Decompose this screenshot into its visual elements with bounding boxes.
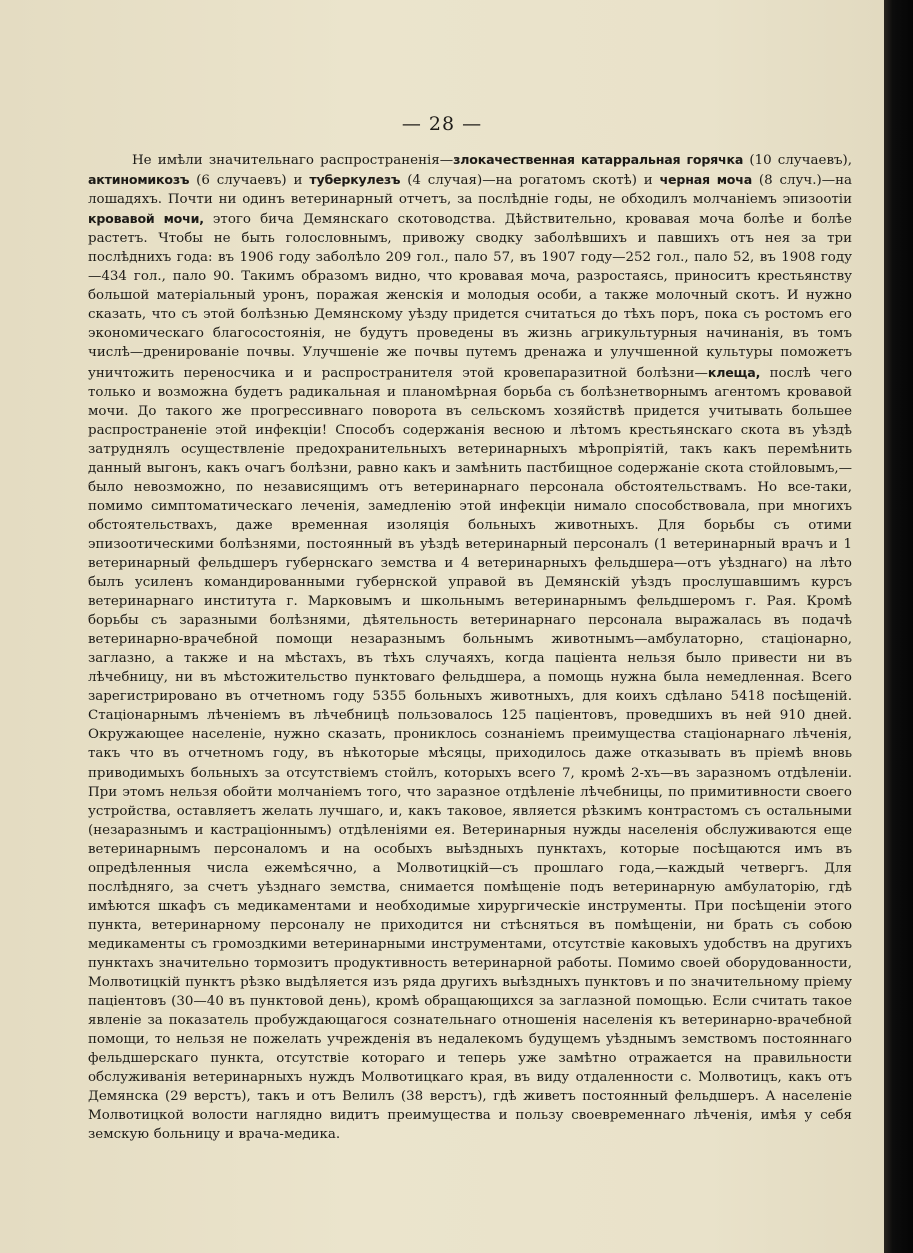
bold-term: клеща,: [707, 364, 761, 380]
bold-term: злокачественная катарральная горячка: [453, 152, 744, 167]
bold-term: черная моча: [659, 172, 752, 188]
text-run: (8 случ.)—на лошадяхъ. Почти ни одинъ ветеринарный отчетъ, за послѣдніе годы, не обходилъ молчаніемъ эпизоотіи: [88, 173, 853, 208]
text-run: послѣ чего только и возможна будетъ радикальная и планомѣрная борьба съ болѣзнетворнымъ агентомъ кровавой мочи. До такого же прогрессивнаго поворота въ сельскомъ хозяйствѣ придется учитывать большее распространеніе этой инфекціи! Способъ содержанія весною и лѣтомъ крестьянскаго скота въ уѣздѣ затруднялъ осуществленіе предохранительныхъ ветеринарныхъ мѣропріятій, такъ какъ перемѣнить данный выгонъ, какъ очагъ болѣзни, равно какъ и замѣнить пастбищное содержаніе скота стойловымъ,—было невозможно, по независящимъ отъ ветеринарнаго персонала обстоятельствамъ. Но все-таки, помимо симптоматическаго леченія, замедленію этой инфекціи нимало способствовала, при многихъ обстоятельствахъ, даже временная изоляція больныхъ животныхъ. Для борьбы съ отими эпизоотическими болѣзнями, постоянный въ уѣздѣ ветеринарный персоналъ (1 ветеринарный врачъ и 1 ветеринарный фельдшеръ губернскаго земства и 4 ветеринарныхъ фельдшера—отъ уѣзднаго) на лѣто былъ усиленъ командированными губернской управой въ Демянскій уѣздъ прослушавшимъ курсъ ветеринарнаго института г. Марковымъ и школьнымъ ветеринарнымъ фельдшеромъ г. Рая. Кромѣ борьбы съ заразными болѣзнями, дѣятельность ветеринарнаго персонала выражалась въ подачѣ ветеринарно-врачебной помощи незаразнымъ больнымъ животнымъ—амбулаторно, стаціонарно, заглазно, а также и на мѣстахъ, въ тѣхъ случаяхъ, когда паціента нельзя было привести ни въ лѣчебницу, ни въ мѣстожительство пунктоваго фельдшера, а помощь нужна была немедленная. Всего зарегистрировано въ отчетномъ году 5355 больныхъ животныхъ, для коихъ сдѣлано 5418 посѣщеній. Стаціонарнымъ лѣченіемъ въ лѣчебницѣ пользовалось 125 паціентовъ, проведшихъ въ ней 910 дней. Окружающее населеніе, нужно сказать, прониклось сознаніемъ преимущества стаціонарнаго лѣченія, такъ что въ отчетномъ году, въ нѣкоторые мѣсяцы, приходилось даже отказывать въ пріемѣ вновь приводимыхъ больныхъ за отсутствіемъ стойлъ, которыхъ всего 7, кромѣ 2-хъ—въ заразномъ отдѣленіи. При этомъ нельзя обойти молчаніемъ того, что заразное отдѣленіе лѣчебницы, по примитивности своего устройства, оставляетъ желать лучшаго, и, какъ таковое, является рѣзкимъ контрастомъ съ остальными (незаразнымъ и кастраціоннымъ) отдѣленіями ея. Ветеринарныя нужды населенія обслуживаются еще ветеринарнымъ персоналомъ и на особыхъ выѣздныхъ пунктахъ, которые посѣщаются имъ въ опредѣленныя числа ежемѣсячно, а Молвотицкій—съ прошлаго года,—каждый четвергъ. Для послѣдняго, за счетъ уѣзднаго земства, снимается помѣщеніе подъ ветеринарную амбулаторію, гдѣ имѣются шкафъ съ медикаментами и необходимые хирургическіе инструменты. При посѣщеніи этого пункта, ветеринарному персоналу не приходится ни стѣсняться въ помѣщеніи, ни брать съ собою медикаменты съ громоздкими ветеринарными инструментами, отсутствіе каковыхъ удобствъ на другихъ пунктахъ значительно тормозитъ продуктивность ветеринарной работы. Помимо своей оборудованности, Молвотицкій пунктъ рѣзко выдѣляется изъ ряда другихъ выѣздныхъ пунктовъ и по значительному пріему паціентовъ (30—40 въ пунктовой день), кромѣ обращающихся за заглазной помощью. Если считать такое явленіе за показатель пробуждающагося сознательнаго отношенія населенія къ ветеринарно-врачебной помощи, то нельзя не пожелать учрежденія въ недалекомъ будущемъ уѣзднымъ земствомъ постояннаго фельдшерскаго пункта, отсутствіе котораго и теперь уже замѣтно отражается на правильности обслуживанія ветеринарныхъ нуждъ Молвотицкаго края, въ виду отдаленности с. Молвотицъ, какъ отъ Демянска (29 верстъ), такъ и отъ Велилъ (38 верстъ), гдѣ живетъ постоянный фельдшеръ. А населеніе Молвотицкой волости наглядно видитъ преимущества и пользу своевременнаго лѣченія, имѣя у себя земскую больницу и врача-медика.: [88, 365, 853, 1143]
body-paragraph: [88, 150, 852, 1144]
page-number: — 28 —: [401, 113, 483, 135]
text-run: (6 случаевъ) и: [189, 173, 310, 189]
scan-edge: [884, 0, 913, 1253]
text-run: этого бича Демянскаго скотоводства. Дѣйствительно, кровавая моча болѣе и болѣе растетъ. Чтобы не быть голословнымъ, привожу сводку заболѣвшихъ и павшихъ отъ нея за три послѣднихъ года: въ 1906 году заболѣло 209 гол., пало 57, въ 1907 году—252 гол., пало 52, въ 1908 году—434 гол., пало 90. Такимъ образомъ видно, что кровавая моча, разростаясь, приноситъ крестьянству большой матеріальный уронъ, поражая женскія и молодыя особи, а также молочный скотъ. И нужно сказать, что съ этой болѣзнью Демянскому уѣзду придется считаться до тѣхъ поръ, пока съ ростомъ его экономическаго благосостоянія, не будутъ проведены въ жизнь агрикультурныя начинанія, въ томъ числѣ—дренированіе почвы. Улучшеніе же почвы путемъ дренажа и улучшенной культуры поможетъ уничтожить переносчика и и распространителя этой кровепаразитной болѣзни—: [88, 212, 852, 381]
bold-term: актиномикозъ: [88, 172, 190, 188]
text-run: (4 случая)—на рогатомъ скотѣ) и: [400, 173, 660, 189]
bold-term: кровавой мочи,: [88, 211, 204, 227]
bold-term: туберкулезъ: [309, 172, 401, 188]
text-run: (10 случаевъ),: [743, 153, 852, 168]
text-run: Не имѣли значительнаго распространенія—: [132, 153, 454, 168]
